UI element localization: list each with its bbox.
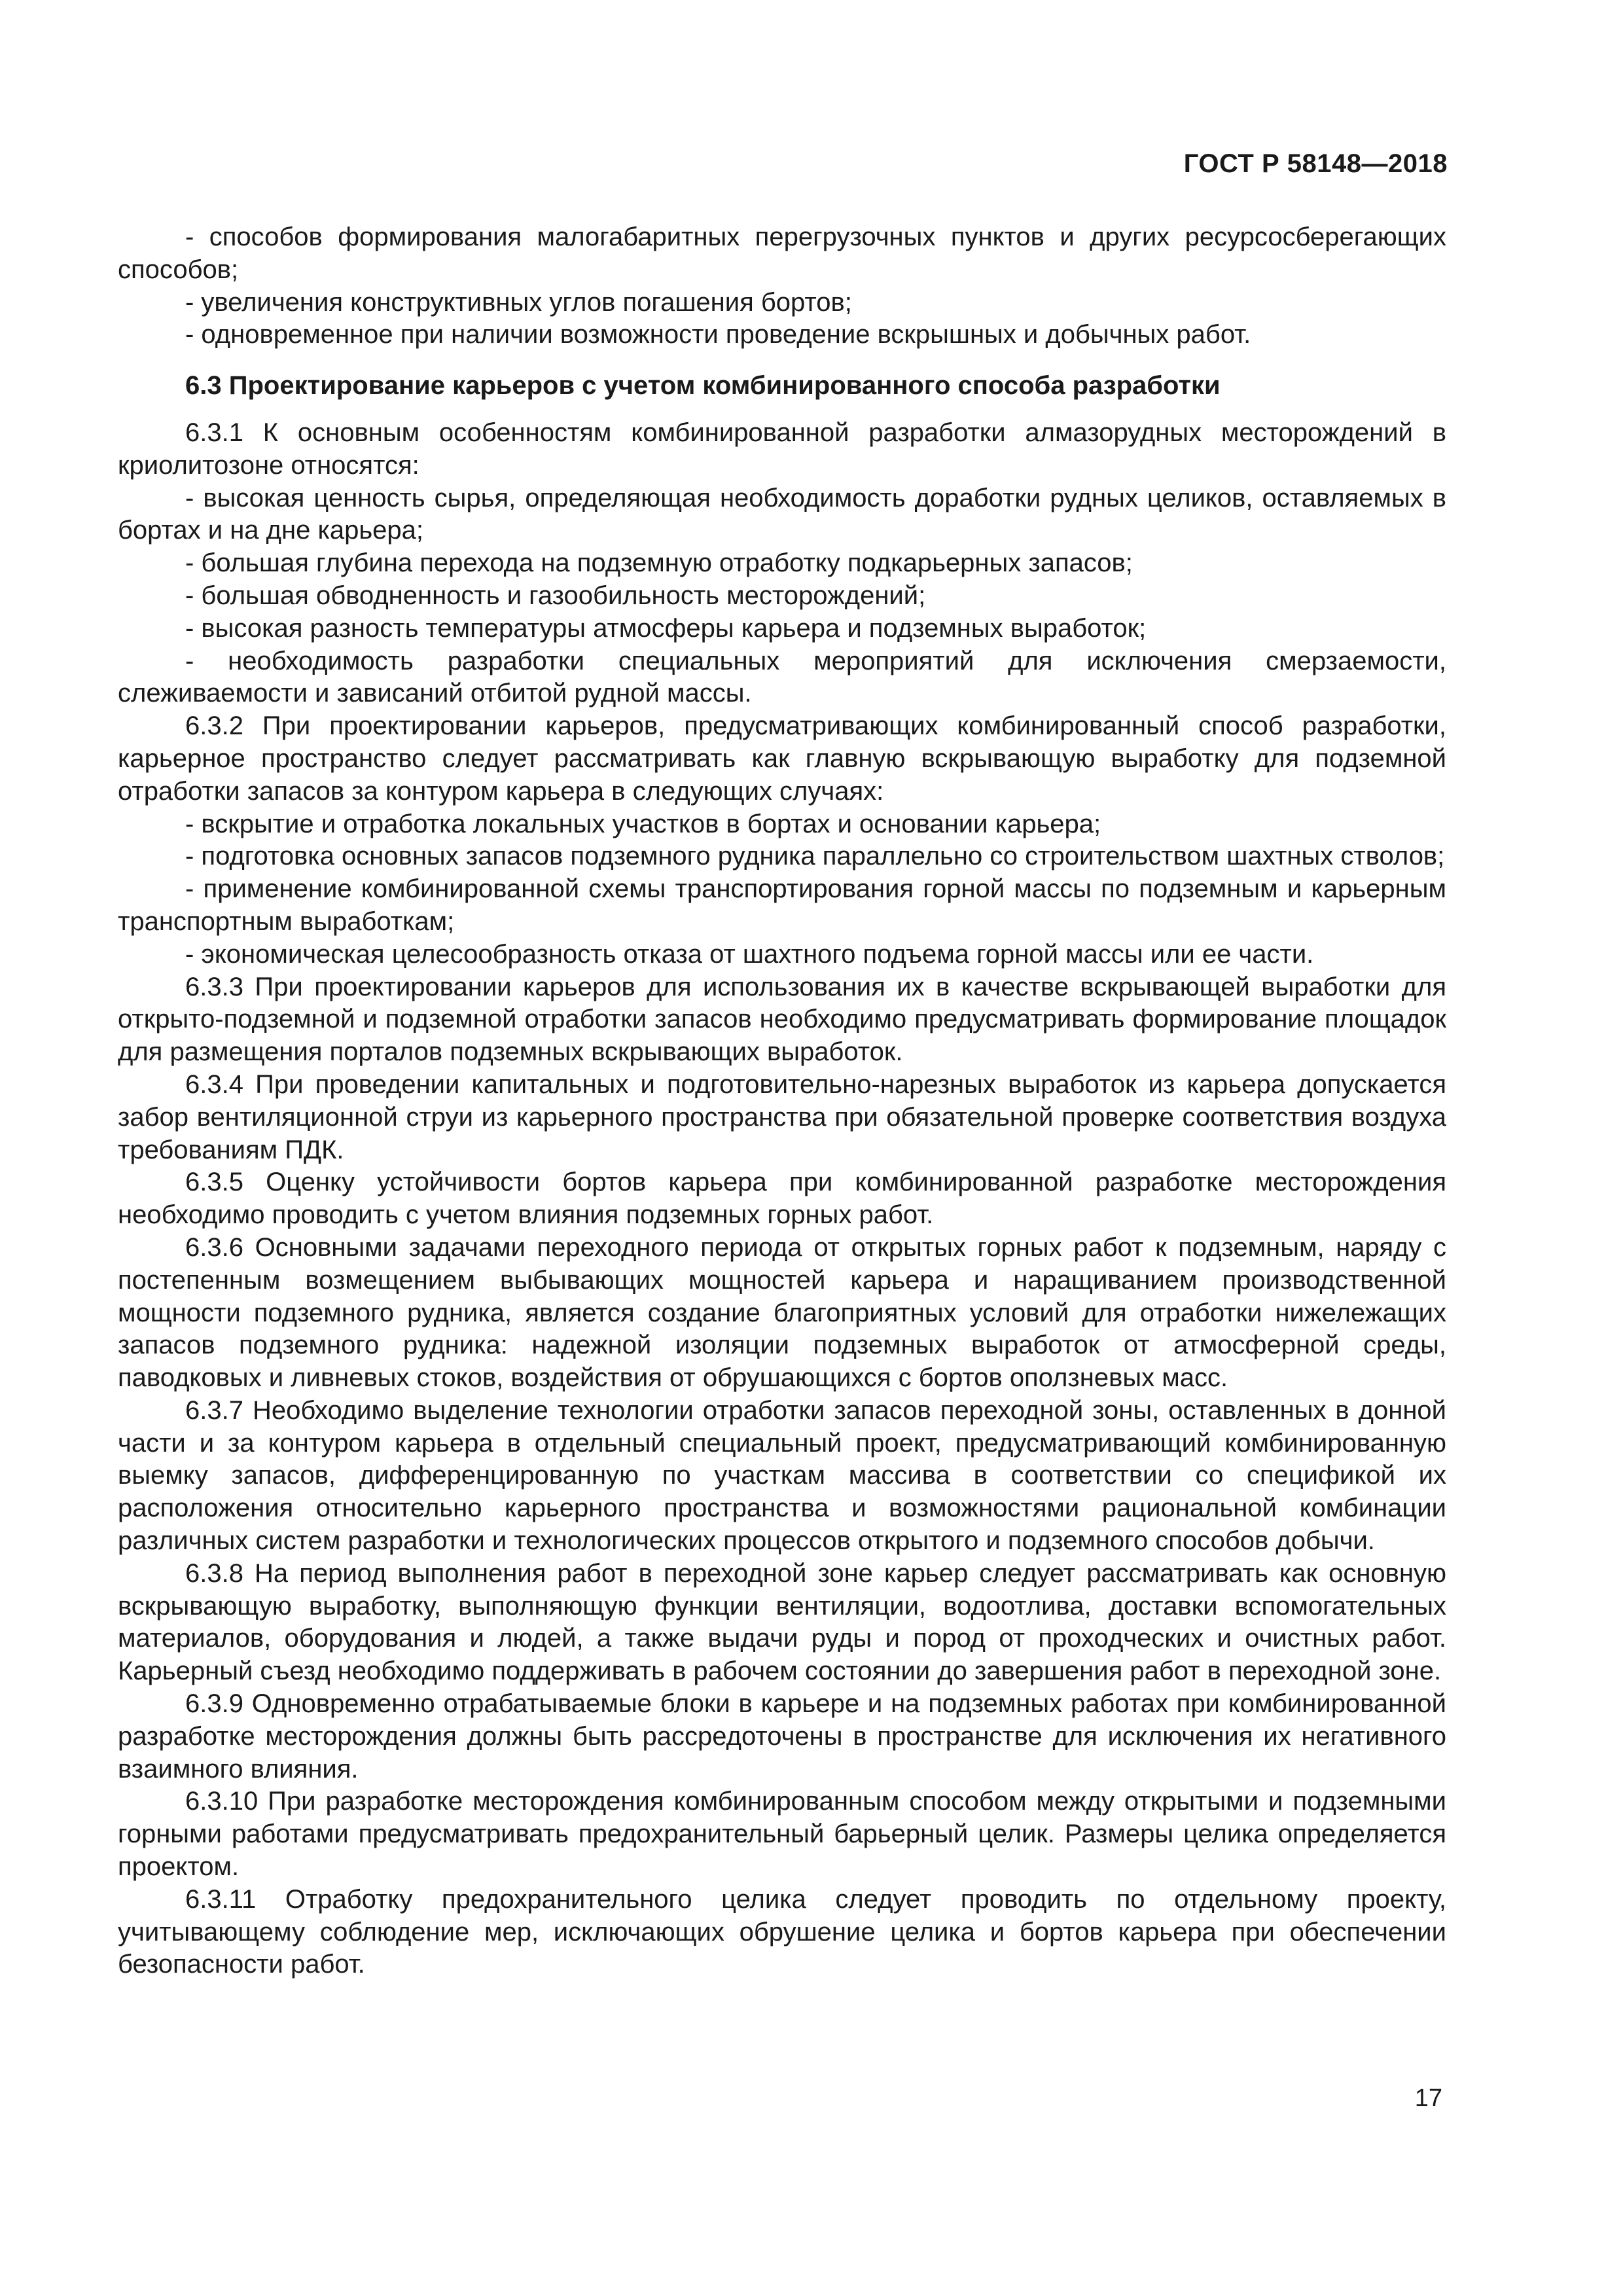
list-item: - увеличения конструктивных углов погашения бортов; (185, 287, 852, 317)
paragraph-6-3-6: 6.3.6 Основными задачами переходного периода от открытых горных работ к подземным, наряду с постепенным возмещением выбывающих мощностей карьера и наращиванием производственной мощности подземного рудника, является создание благоприятных условий для отработки нижележащих запасов подземного рудника: надежной изоляции подземных выработок от атмосферной среды, паводковых и ливневых стоков, воздействия от обрушающихся с бортов оползневых масс. (118, 1232, 1446, 1393)
list-item: - вскрытие и отработка локальных участков в бортах и основании карьера; (185, 809, 1101, 838)
list-item: - одновременное при наличии возможности проведение вскрышных и добычных работ. (185, 320, 1251, 350)
paragraph-6-3-4: 6.3.4 При проведении капитальных и подготовительно-нарезных выработок из карьера допускается забор вентиляционной струи из карьерного пространства при обязательной проверке соответствия воздуха требованиям ПДК. (118, 1069, 1446, 1164)
list-item: - способов формирования малогабаритных перегрузочных пунктов и других ресурсосберегающих способов; (118, 223, 1446, 284)
paragraph-6-3-2: 6.3.2 При проектировании карьеров, предусматривающих комбинированный способ разработки, карьерное пространство следует рассматривать как главную вскрывающую выработку для подземной отработки запасов за контуром карьера в следующих случаях: (118, 711, 1446, 806)
paragraph-6-3-5: 6.3.5 Оценку устойчивости бортов карьера при комбинированной разработке месторождения необходимо проводить с учетом влияния подземных горных работ. (118, 1168, 1446, 1230)
paragraph-6-3-10: 6.3.10 При разработке месторождения комбинированным способом между открытыми и подземными горными работами предусматривать предохранительный барьерный целик. Размеры целика определяется проектом. (118, 1787, 1446, 1882)
paragraph-6-3-9: 6.3.9 Одновременно отрабатываемые блоки в карьере и на подземных работах при комбинированной разработке месторождения должны быть рассредоточены в пространстве для исключения их негативного взаимного влияния. (118, 1689, 1446, 1784)
paragraph-6-3-3: 6.3.3 При проектировании карьеров для использования их в качестве вскрывающей выработки для открыто-подземной и подземной отработки запасов необходимо предусматривать формирование площадок для размещения порталов подземных вскрывающих выработок. (118, 972, 1446, 1067)
list-item: - необходимость разработки специальных мероприятий для исключения смерзаемости, слеживаемости и зависаний отбитой рудной массы. (118, 646, 1446, 708)
list-item: - большая обводненность и газообильность месторождений; (185, 581, 926, 610)
list-item: - применение комбинированной схемы транспортирования горной массы по подземным и карьерным транспортным выработкам; (118, 874, 1446, 936)
list-item: - подготовка основных запасов подземного рудника параллельно со строительством шахтных стволов; (185, 842, 1445, 871)
list-item: - высокая ценность сырья, определяющая необходимость доработки рудных целиков, оставляемых в бортах и на дне карьера; (118, 483, 1446, 545)
list-item: - большая глубина перехода на подземную отработку подкарьерных запасов; (185, 548, 1133, 578)
paragraph-6-3-11: 6.3.11 Отработку предохранительного целика следует проводить по отдельному проекту, учитывающему соблюдение мер, исключающих обрушение целика и бортов карьера при обеспечении безопасности работ. (118, 1884, 1446, 1979)
list-item: - высокая разность температуры атмосферы карьера и подземных выработок; (185, 613, 1147, 643)
paragraph-6-3-8: 6.3.8 На период выполнения работ в переходной зоне карьер следует рассматривать как основную вскрывающую выработку, выполняющую функции вентиляции, водоотлива, доставки вспомогательных материалов, оборудования и людей, а также выдачи руды и пород от проходческих и очистных работ. Карьерный съезд необходимо поддерживать в рабочем состоянии до завершения работ в переходной зоне. (118, 1558, 1446, 1686)
page-number: 17 (1414, 2085, 1442, 2112)
document-header-id: ГОСТ Р 58148—2018 (1183, 149, 1448, 178)
document-body (118, 221, 1446, 1981)
list-item: - экономическая целесообразность отказа от шахтного подъема горной массы или ее части. (185, 939, 1314, 969)
section-heading: 6.3 Проектирование карьеров с учетом комбинированного способа разработки (185, 371, 1221, 401)
paragraph-6-3-7: 6.3.7 Необходимо выделение технологии отработки запасов переходной зоны, оставленных в донной части и за контуром карьера в отдельный специальный проект, предусматривающий комбинированную выемку запасов, дифференцированную по участкам массива в соответствии со спецификой их расположения относительно карьерного пространства и возможностями рациональной комбинации различных систем разработки и технологических процессов открытого и подземного способов добычи. (118, 1395, 1446, 1556)
paragraph-6-3-1: 6.3.1 К основным особенностям комбинированной разработки алмазорудных месторождений в криолитозоне относятся: (118, 418, 1446, 480)
